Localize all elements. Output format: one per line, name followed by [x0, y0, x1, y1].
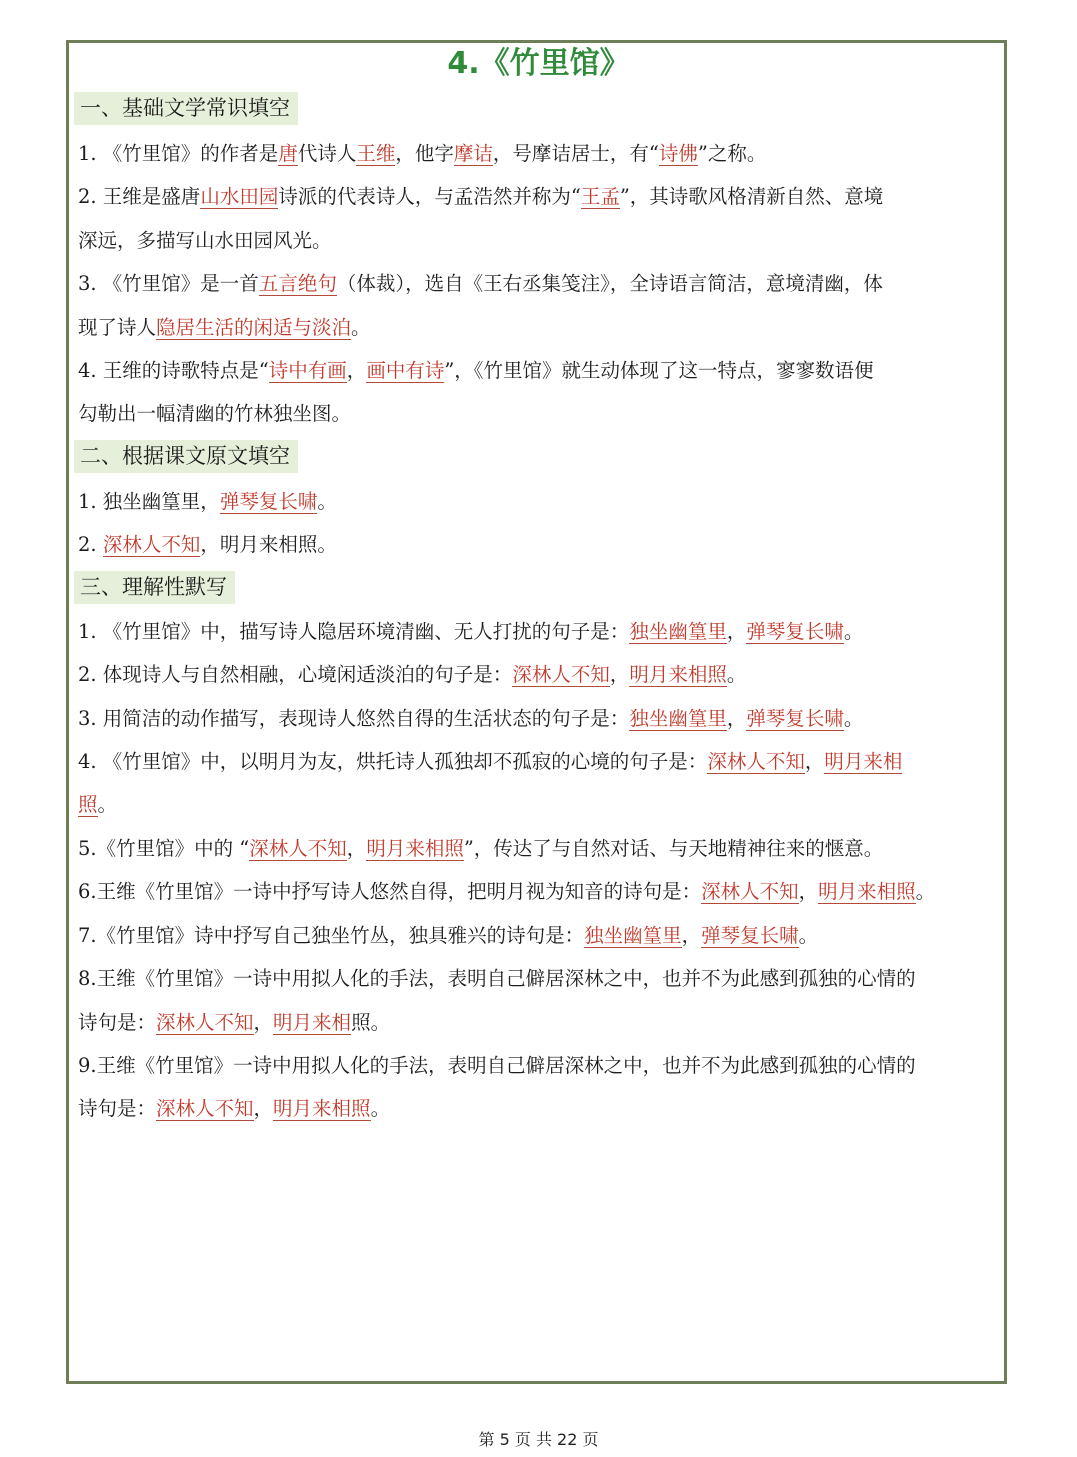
answer-blank: 山水田园 [200, 185, 279, 208]
question-line: 1. 独坐幽篁里，弹琴复长啸。 [78, 490, 337, 513]
answer-blank: 明月来相照 [629, 663, 727, 686]
answer-blank: 隐居生活的闲适与淡泊 [156, 316, 352, 339]
answer-blank: 弹琴复长啸 [746, 707, 844, 730]
question-line: 4. 《竹里馆》中，以明月为友，烘托诗人孤独却不孤寂的心境的句子是：深林人不知，明月来相 [78, 750, 903, 773]
section-heading-original-text: 二、根据课文原文填空 [74, 440, 298, 473]
question-line: 2. 体现诗人与自然相融，心境闲适淡泊的句子是：深林人不知，明月来相照。 [78, 663, 747, 686]
question-line: 3. 《竹里馆》是一首五言绝句（体裁），选自《王右丞集笺注》，全诗语言简洁，意境清幽，体 [78, 272, 883, 295]
question-line: 9.王维《竹里馆》一诗中用拟人化的手法，表明自己僻居深林之中，也并不为此感到孤独的心情的 [78, 1054, 916, 1077]
answer-blank: 深林人不知 [512, 663, 610, 686]
question-line-continued: 勾勒出一幅清幽的竹林独坐图。 [78, 402, 352, 425]
page-title: 4.《竹里馆》 [447, 46, 630, 81]
answer-blank: 独坐幽篁里 [629, 620, 727, 643]
question-line-continued: 诗句是：深林人不知，明月来相照。 [78, 1011, 391, 1034]
answer-blank: 王维 [356, 142, 396, 165]
section-heading-basic-knowledge: 一、基础文学常识填空 [74, 92, 298, 125]
question-line-continued: 深远，多描写山水田园风光。 [78, 229, 332, 252]
answer-blank: 独坐幽篁里 [584, 924, 682, 947]
section-heading-comprehension: 三、理解性默写 [74, 571, 235, 604]
question-line: 1. 《竹里馆》中，描写诗人隐居环境清幽、无人打扰的句子是：独坐幽篁里，弹琴复长啸。 [78, 620, 864, 643]
question-line: 6.王维《竹里馆》一诗中抒写诗人悠然自得，把明月视为知音的诗句是：深林人不知，明月来相照。 [78, 880, 936, 903]
answer-blank: 唐 [278, 142, 298, 165]
question-line-continued: 照。 [78, 793, 118, 816]
answer-blank: 深林人不知 [156, 1097, 254, 1120]
answer-blank: 深林人不知 [156, 1011, 254, 1034]
question-line: 7.《竹里馆》诗中抒写自己独坐竹丛，独具雅兴的诗句是：独坐幽篁里，弹琴复长啸。 [78, 924, 819, 947]
answer-blank: 弹琴复长啸 [219, 490, 318, 513]
question-line-continued: 现了诗人隐居生活的闲适与淡泊。 [78, 316, 371, 339]
answer-blank: 明月来相照 [273, 1097, 371, 1120]
answer-blank: 深林人不知 [249, 837, 347, 860]
answer-blank: 五言绝句 [258, 272, 337, 295]
question-line: 3. 用简洁的动作描写，表现诗人悠然自得的生活状态的句子是：独坐幽篁里，弹琴复长啸。 [78, 707, 864, 730]
page-number-footer: 第 5 页 共 22 页 [478, 1430, 599, 1449]
question-line: 4. 王维的诗歌特点是“诗中有画，画中有诗”，《竹里馆》就生动体现了这一特点，寥寥数语便 [78, 359, 874, 382]
answer-blank: 画中有诗 [366, 359, 445, 382]
question-line: 2. 王维是盛唐山水田园诗派的代表诗人，与孟浩然并称为“王孟”，其诗歌风格清新自然、意境 [78, 185, 884, 208]
answer-blank: 明月来相照 [818, 880, 916, 903]
answer-blank: 摩诘 [453, 142, 493, 165]
question-line: 5.《竹里馆》中的 “深林人不知，明月来相照”，传达了与自然对话、与天地精神往来的惬意。 [78, 837, 884, 860]
answer-blank: 明月来相 [824, 750, 903, 773]
answer-blank: 弹琴复长啸 [701, 924, 799, 947]
answer-blank: 诗佛 [658, 142, 698, 165]
answer-blank: 深林人不知 [102, 533, 201, 556]
question-line: 1. 《竹里馆》的作者是唐代诗人王维，他字摩诘，号摩诘居士，有“诗佛”之称。 [78, 142, 767, 165]
answer-blank: 独坐幽篁里 [629, 707, 727, 730]
answer-blank: 深林人不知 [707, 750, 805, 773]
answer-blank: 弹琴复长啸 [746, 620, 844, 643]
answer-blank: 照 [78, 793, 98, 816]
question-line: 2. 深林人不知，明月来相照。 [78, 533, 337, 556]
question-line: 8.王维《竹里馆》一诗中用拟人化的手法，表明自己僻居深林之中，也并不为此感到孤独的心情的 [78, 967, 916, 990]
answer-blank: 王孟 [580, 185, 620, 208]
answer-blank: 明月来相 [273, 1011, 352, 1034]
answer-blank: 明月来相照 [366, 837, 464, 860]
answer-blank: 诗中有画 [268, 359, 347, 382]
question-line-continued: 诗句是：深林人不知，明月来相照。 [78, 1097, 391, 1120]
answer-blank: 深林人不知 [701, 880, 799, 903]
